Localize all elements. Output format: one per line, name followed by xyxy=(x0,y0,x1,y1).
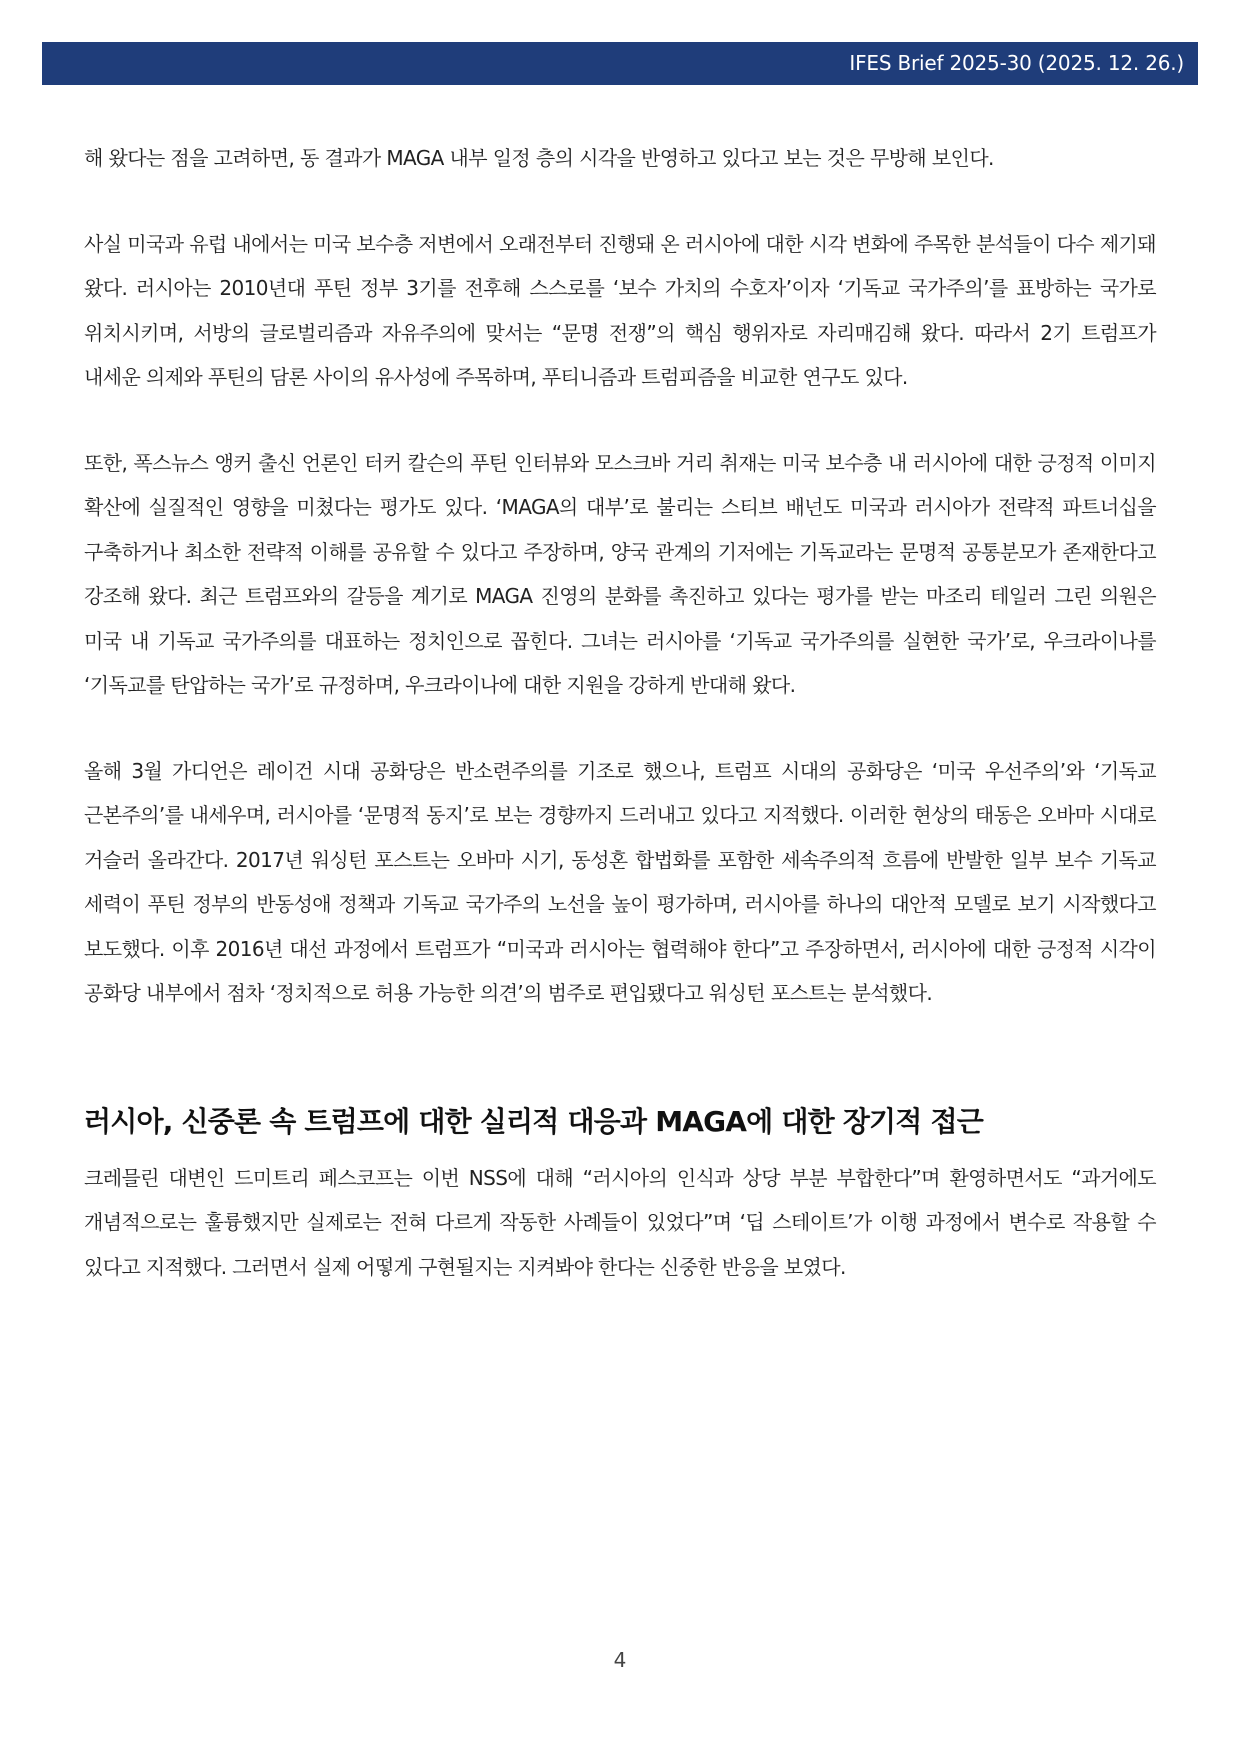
page-number: 4 xyxy=(613,1648,627,1672)
paragraph-3: 또한, 폭스뉴스 앵커 출신 언론인 터커 칼슨의 푸틴 인터뷰와 모스크바 거리 취재는 미국 보수층 내 러시아에 대한 긍정적 이미지 확산에 실질적인 영향을 미쳤다는 평가도 있다. ‘MAGA의 대부’로 불리는 스티브 배넌도 미국과 러시아가 전략적 파트너십을 구축하거나 최소한 전략적 이해를 공유할 수 있다고 주장하며, 양국 관계의 기저에는 기독교라는 문명적 공통분모가 존재한다고 강조해 왔다. 최근 트럼프와의 갈등을 계기로 MAGA 진영의 분화를 촉진하고 있다는 평가를 받는 마조리 테일러 그린 의원은 미국 내 기독교 국가주의를 대표하는 정치인으로 꼽힌다. 그녀는 러시아를 ‘기독교 국가주의를 실현한 국가’로, 우크라이나를 ‘기독교를 탄압하는 국가’로 규정하며, 우크라이나에 대한 지원을 강하게 반대해 왔다. xyxy=(84,450,1156,697)
header-bar xyxy=(42,42,1198,85)
paragraph-2: 사실 미국과 유럽 내에서는 미국 보수층 저변에서 오래전부터 진행돼 온 러시아에 대한 시각 변화에 주목한 분석들이 다수 제기돼 왔다. 러시아는 2010년대 푸틴 정부 3기를 전후해 스스로를 ‘보수 가치의 수호자’이자 ‘기독교 국가주의’를 표방하는 국가로 위치시키며, 서방의 글로벌리즘과 자유주의에 맞서는 “문명 전쟁”의 핵심 행위자로 자리매김해 왔다. 따라서 2기 트럼프가 내세운 의제와 푸틴의 담론 사이의 유사성에 주목하며, 푸티니즘과 트럼피즘을 비교한 연구도 있다. xyxy=(84,231,1156,389)
main-content xyxy=(84,136,1156,1289)
section-heading: 러시아, 신중론 속 트럼프에 대한 실리적 대응과 MAGA에 대한 장기적 접근 xyxy=(84,1104,984,1138)
paragraph-4: 올해 3월 가디언은 레이건 시대 공화당은 반소련주의를 기조로 했으나, 트럼프 시대의 공화당은 ‘미국 우선주의’와 ‘기독교 근본주의’를 내세우며, 러시아를 ‘문명적 동지’로 보는 경향까지 드러내고 있다고 지적했다. 이러한 현상의 태동은 오바마 시대로 거슬러 올라간다. 2017년 워싱턴 포스트는 오바마 시기, 동성혼 합법화를 포함한 세속주의적 흐름에 반발한 일부 보수 기독교 세력이 푸틴 정부의 반동성애 정책과 기독교 국가주의 노선을 높이 평가하며, 러시아를 하나의 대안적 모델로 보기 시작했다고 보도했다. 이후 2016년 대선 과정에서 트럼프가 “미국과 러시아는 협력해야 한다”고 주장하면서, 러시아에 대한 긍정적 시각이 공화당 내부에서 점차 ‘정치적으로 허용 가능한 의견’의 범주로 편입됐다고 워싱턴 포스트는 분석했다. xyxy=(84,758,1156,1005)
section-paragraph: 크레믈린 대변인 드미트리 페스코프는 이번 NSS에 대해 “러시아의 인식과 상당 부분 부합한다”며 환영하면서도 “과거에도 개념적으로는 훌륭했지만 실제로는 전혀 다르게 작동한 사례들이 있었다”며 ‘딥 스테이트’가 이행 과정에서 변수로 작용할 수 있다고 지적했다. 그러면서 실제 어떻게 구현될지는 지켜봐야 한다는 신중한 반응을 보였다. xyxy=(84,1165,1156,1279)
paragraph-1: 해 왔다는 점을 고려하면, 동 결과가 MAGA 내부 일정 층의 시각을 반영하고 있다고 보는 것은 무방해 보인다. xyxy=(84,146,994,170)
header-title: IFES Brief 2025-30 (2025. 12. 26.) xyxy=(849,51,1184,75)
